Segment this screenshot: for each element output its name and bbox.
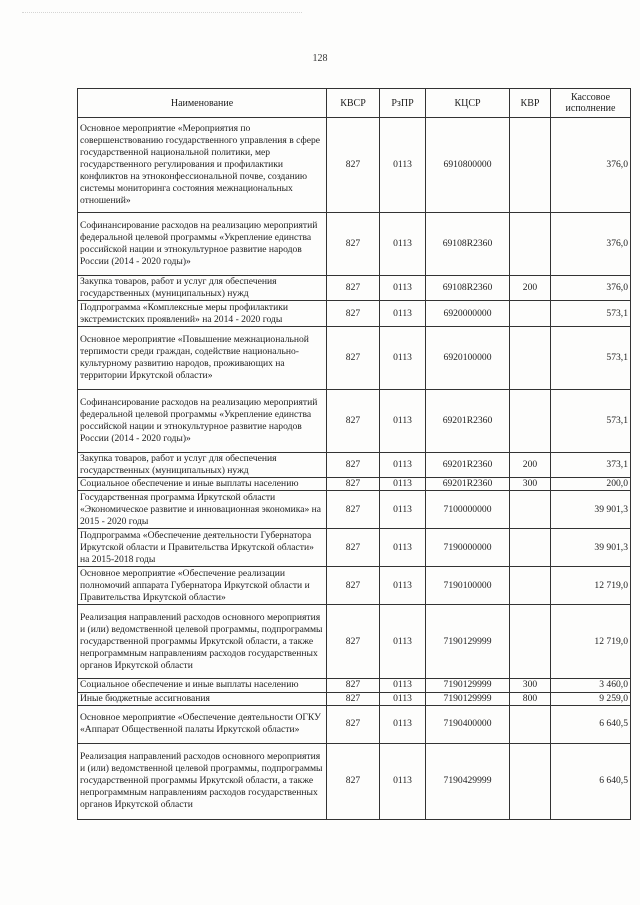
row-rzpr-cell: 0113 (380, 529, 426, 567)
row-kvr-cell (510, 567, 551, 605)
row-kvsr-cell: 827 (327, 692, 380, 705)
row-name-cell: Основное мероприятие «Обеспечение деятельности ОГКУ «Аппарат Общественной палаты Иркутской области» (78, 705, 327, 743)
row-name-cell: Основное мероприятие «Повышение межнациональной терпимости среди граждан, содействие национально-культурному развитию народов, проживающих на территории Иркутской области» (78, 327, 327, 390)
row-kcsr-cell: 7190100000 (426, 567, 510, 605)
table-row (78, 705, 631, 743)
row-rzpr-cell: 0113 (380, 301, 426, 327)
row-name-cell: Реализация направлений расходов основного мероприятия и (или) ведомственной целевой программы, подпрограммы государственной программы Иркутской области, а также непрограммным направлениям расходов государственных органов Иркутской области (78, 605, 327, 679)
row-kcsr-cell: 69108R2360 (426, 213, 510, 276)
header-kvsr: КВСР (327, 89, 380, 118)
row-rzpr-cell: 0113 (380, 679, 426, 692)
table-row (78, 605, 631, 679)
table-row (78, 453, 631, 478)
row-rzpr-cell: 0113 (380, 276, 426, 301)
row-name-cell: Основное мероприятие «Мероприятия по совершенствованию государственного управления в сфере государственной национальной политики, мер государственного регулирования и профилактики конфликтов на этноконфессиональной почве, созданию системы мониторинга состояния межнациональных отношений» (78, 118, 327, 213)
table-row (78, 276, 631, 301)
row-kvr-cell (510, 605, 551, 679)
row-kvsr-cell: 827 (327, 743, 380, 819)
table-row (78, 679, 631, 692)
row-rzpr-cell: 0113 (380, 705, 426, 743)
row-sum-cell: 573,1 (551, 390, 631, 453)
row-kvr-cell (510, 301, 551, 327)
header-kvr: КВР (510, 89, 551, 118)
row-rzpr-cell: 0113 (380, 491, 426, 529)
row-sum-cell: 39 901,3 (551, 491, 631, 529)
row-rzpr-cell: 0113 (380, 453, 426, 478)
row-kcsr-cell: 6920000000 (426, 301, 510, 327)
row-kvsr-cell: 827 (327, 529, 380, 567)
row-name-cell: Подпрограмма «Обеспечение деятельности Губернатора Иркутской области и Правительства Иркутской области» на 2015-2018 годы (78, 529, 327, 567)
row-kvsr-cell: 827 (327, 390, 380, 453)
row-name-cell: Реализация направлений расходов основного мероприятия и (или) ведомственной целевой программы, подпрограммы государственной программы Иркутской области, а также непрограммным направлениям расходов государственных органов Иркутской области (78, 743, 327, 819)
header-sum: Кассовое исполнение (551, 89, 631, 118)
row-kcsr-cell: 7190129999 (426, 679, 510, 692)
row-sum-cell: 9 259,0 (551, 692, 631, 705)
row-name-cell: Социальное обеспечение и иные выплаты населению (78, 478, 327, 491)
row-sum-cell: 12 719,0 (551, 567, 631, 605)
row-name-cell: Закупка товаров, работ и услуг для обеспечения государственных (муниципальных) нужд (78, 276, 327, 301)
row-kcsr-cell: 7190400000 (426, 705, 510, 743)
row-kvr-cell (510, 705, 551, 743)
row-rzpr-cell: 0113 (380, 478, 426, 491)
row-name-cell: Государственная программа Иркутской области «Экономическое развитие и инновационная экономика» на 2015 - 2020 годы (78, 491, 327, 529)
row-kvr-cell (510, 390, 551, 453)
row-kcsr-cell: 69108R2360 (426, 276, 510, 301)
row-sum-cell: 200,0 (551, 478, 631, 491)
table-row (78, 301, 631, 327)
row-name-cell: Закупка товаров, работ и услуг для обеспечения государственных (муниципальных) нужд (78, 453, 327, 478)
row-kvsr-cell: 827 (327, 567, 380, 605)
row-kvr-cell (510, 118, 551, 213)
header-row (78, 89, 631, 118)
row-rzpr-cell: 0113 (380, 692, 426, 705)
row-sum-cell: 373,1 (551, 453, 631, 478)
row-kvsr-cell: 827 (327, 491, 380, 529)
row-kvsr-cell: 827 (327, 276, 380, 301)
row-kvsr-cell: 827 (327, 327, 380, 390)
row-sum-cell: 12 719,0 (551, 605, 631, 679)
row-rzpr-cell: 0113 (380, 567, 426, 605)
row-kcsr-cell: 69201R2360 (426, 390, 510, 453)
table-header (78, 89, 631, 118)
row-kvr-cell: 300 (510, 679, 551, 692)
row-sum-cell: 376,0 (551, 213, 631, 276)
row-kvsr-cell: 827 (327, 705, 380, 743)
row-kvsr-cell: 827 (327, 679, 380, 692)
row-sum-cell: 3 460,0 (551, 679, 631, 692)
table-row (78, 529, 631, 567)
row-sum-cell: 39 901,3 (551, 529, 631, 567)
row-kcsr-cell: 6910800000 (426, 118, 510, 213)
header-kcsr: КЦСР (426, 89, 510, 118)
row-kcsr-cell: 7190129999 (426, 692, 510, 705)
row-kcsr-cell: 7190129999 (426, 605, 510, 679)
row-kvsr-cell: 827 (327, 213, 380, 276)
row-rzpr-cell: 0113 (380, 605, 426, 679)
row-kvr-cell (510, 327, 551, 390)
table-row (78, 327, 631, 390)
header-rzpr: РзПР (380, 89, 426, 118)
row-name-cell: Подпрограмма «Комплексные меры профилактики экстремистских проявлений» на 2014 - 2020 годы (78, 301, 327, 327)
row-kvr-cell (510, 743, 551, 819)
row-sum-cell: 6 640,5 (551, 743, 631, 819)
row-kvsr-cell: 827 (327, 605, 380, 679)
row-kvr-cell: 200 (510, 453, 551, 478)
row-kvsr-cell: 827 (327, 301, 380, 327)
row-sum-cell: 376,0 (551, 118, 631, 213)
row-kvsr-cell: 827 (327, 453, 380, 478)
row-rzpr-cell: 0113 (380, 743, 426, 819)
row-rzpr-cell: 0113 (380, 213, 426, 276)
page-number: 128 (312, 53, 328, 64)
table-row (78, 390, 631, 453)
row-kvr-cell: 800 (510, 692, 551, 705)
row-rzpr-cell: 0113 (380, 118, 426, 213)
table-row (78, 491, 631, 529)
row-sum-cell: 6 640,5 (551, 705, 631, 743)
row-kcsr-cell: 69201R2360 (426, 478, 510, 491)
row-kvr-cell: 300 (510, 478, 551, 491)
row-sum-cell: 573,1 (551, 301, 631, 327)
row-rzpr-cell: 0113 (380, 390, 426, 453)
row-kvr-cell (510, 529, 551, 567)
table-body (78, 118, 631, 820)
row-kvr-cell (510, 213, 551, 276)
row-kvr-cell (510, 491, 551, 529)
row-kvsr-cell: 827 (327, 478, 380, 491)
row-rzpr-cell: 0113 (380, 327, 426, 390)
row-sum-cell: 376,0 (551, 276, 631, 301)
table-row (78, 213, 631, 276)
row-kcsr-cell: 7190429999 (426, 743, 510, 819)
row-kcsr-cell: 7100000000 (426, 491, 510, 529)
row-kcsr-cell: 69201R2360 (426, 453, 510, 478)
table-row (78, 743, 631, 819)
row-name-cell: Софинансирование расходов на реализацию мероприятий федеральной целевой программы «Укрепление единства российской нации и этнокультурное развитие народов России (2014 - 2020 годы)» (78, 213, 327, 276)
scan-artifact (22, 12, 302, 17)
table-row (78, 478, 631, 491)
row-name-cell: Социальное обеспечение и иные выплаты населению (78, 679, 327, 692)
row-kvr-cell: 200 (510, 276, 551, 301)
row-name-cell: Иные бюджетные ассигнования (78, 692, 327, 705)
table-row (78, 567, 631, 605)
row-kcsr-cell: 7190000000 (426, 529, 510, 567)
row-kcsr-cell: 6920100000 (426, 327, 510, 390)
row-name-cell: Софинансирование расходов на реализацию мероприятий федеральной целевой программы «Укрепление единства российской нации и этнокультурное развитие народов России (2014 - 2020 годы)» (78, 390, 327, 453)
row-kvsr-cell: 827 (327, 118, 380, 213)
row-sum-cell: 573,1 (551, 327, 631, 390)
budget-execution-table (77, 88, 631, 820)
header-name: Наименование (78, 89, 327, 118)
table-row (78, 118, 631, 213)
row-name-cell: Основное мероприятие «Обеспечение реализации полномочий аппарата Губернатора Иркутской области и Правительства Иркутской области» (78, 567, 327, 605)
table-row (78, 692, 631, 705)
